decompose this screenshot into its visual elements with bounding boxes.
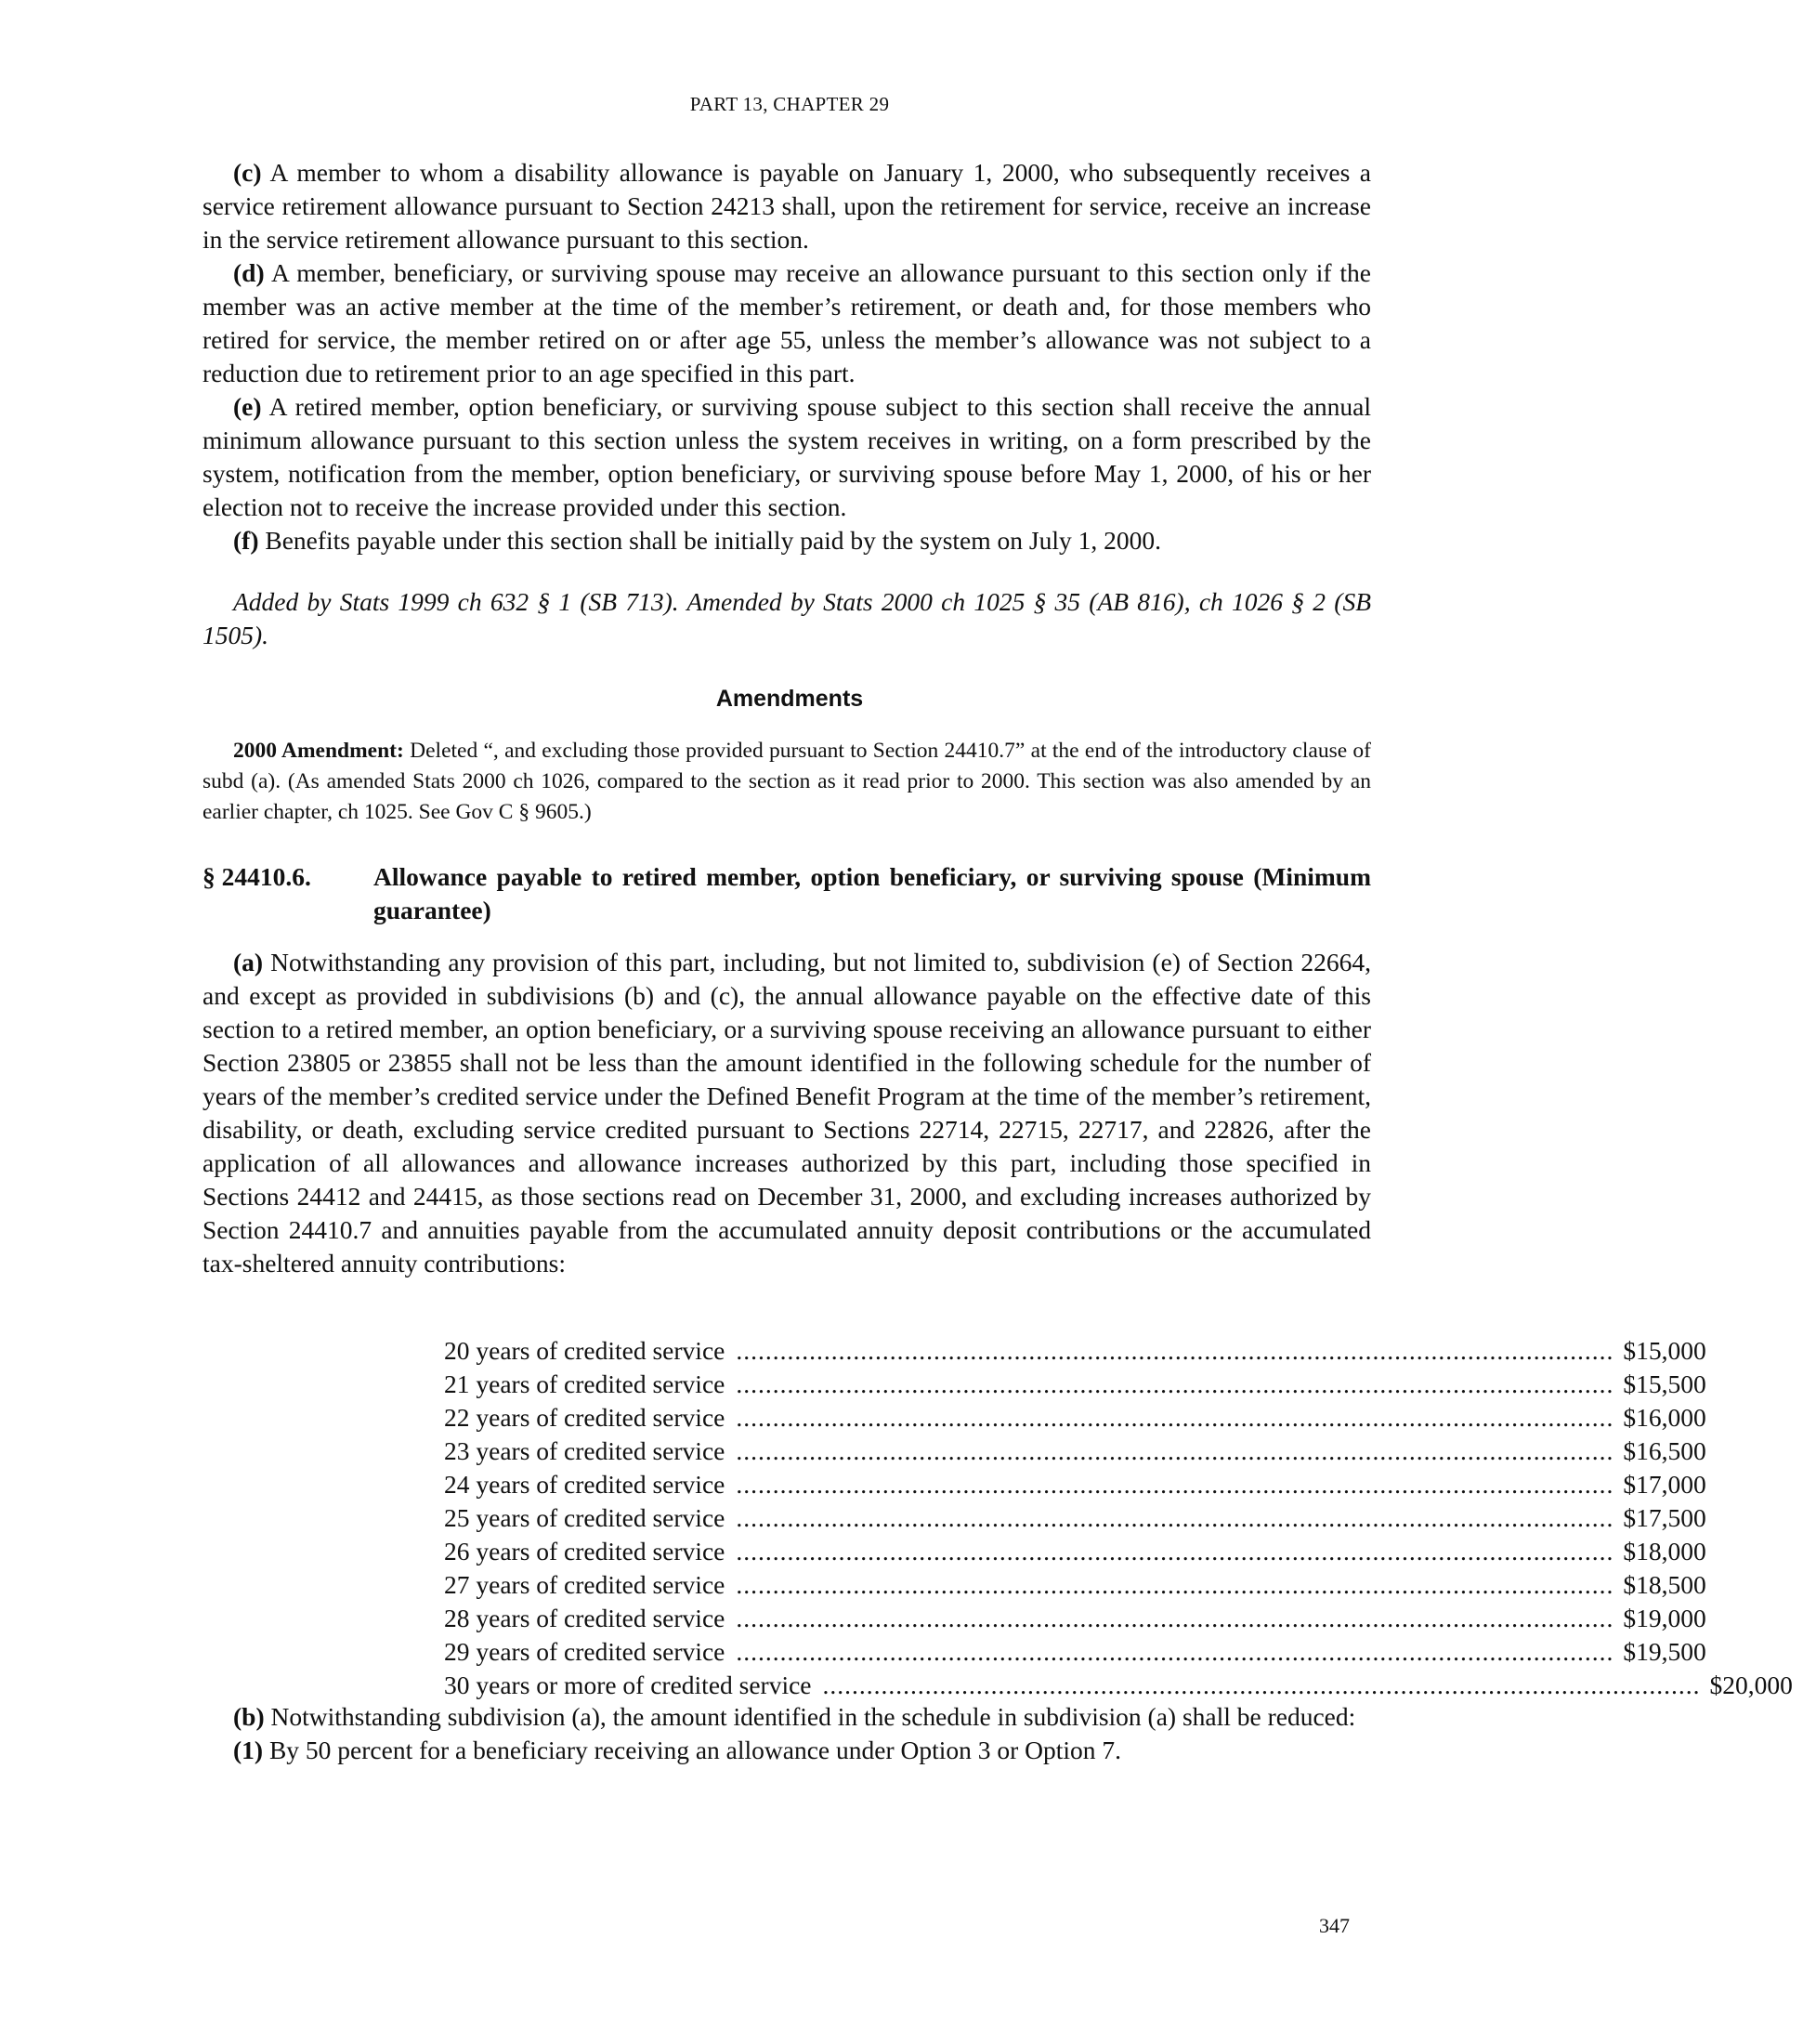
amendment-label: 2000 Amendment: [233, 739, 404, 763]
schedule-label: 27 years of credited service [444, 1570, 725, 1599]
schedule-row [444, 1669, 1793, 1702]
subdivision-a [203, 946, 1371, 1280]
subdivision-e [203, 390, 1371, 524]
schedule-label: 20 years of credited service [444, 1336, 725, 1365]
schedule-amount: $20,000 [1709, 1671, 1793, 1699]
subdivision-label: (e) [233, 392, 262, 421]
schedule-amount: $18,500 [1623, 1570, 1706, 1599]
dot-leader: ........................................................................................................................ [736, 1604, 1614, 1632]
schedule-amount: $15,000 [1623, 1336, 1706, 1365]
schedule-amount: $19,000 [1623, 1604, 1706, 1632]
subdivision-text: A retired member, option beneficiary, or surviving spouse subject to this section shall receive the annual minimum allowance pursuant to this section unless the system receives in writing, on a form prescribed by the system, notification from the member, option beneficiary, or surviving spouse before May 1, 2000, of his or her election not to receive the increase provided under this section. [203, 392, 1371, 521]
paragraph-label: (1) [233, 1736, 264, 1764]
dot-leader: ........................................................................................................................ [736, 1403, 1614, 1432]
subdivision-label: (d) [233, 258, 265, 287]
history-note: Added by Stats 1999 ch 632 § 1 (SB 713). Amended by Stats 2000 ch 1025 § 35 (AB 816), ch 1026 § 2 (SB 1505). [203, 587, 1371, 649]
schedule-label: 22 years of credited service [444, 1403, 725, 1432]
paragraph-text: By 50 percent for a beneficiary receiving an allowance under Option 3 or Option 7. [263, 1736, 1122, 1764]
subdivision-c [203, 156, 1371, 256]
schedule-amount: $18,000 [1623, 1537, 1706, 1566]
schedule-label: 26 years of credited service [444, 1537, 725, 1566]
dot-leader: ........................................................................................................................ [736, 1369, 1614, 1398]
schedule-row [444, 1435, 1706, 1468]
paragraph-1 [203, 1734, 1371, 1767]
dot-leader: ........................................................................................................................ [736, 1336, 1614, 1365]
schedule-label: 24 years of credited service [444, 1470, 725, 1499]
subdivision-list-top [203, 156, 1371, 557]
schedule-row [444, 1401, 1706, 1435]
history-note-block [203, 585, 1371, 652]
dot-leader: ........................................................................................................................ [822, 1671, 1701, 1699]
schedule-label: 21 years of credited service [444, 1369, 725, 1398]
schedule-label: 25 years of credited service [444, 1503, 725, 1532]
schedule-row [444, 1334, 1706, 1368]
schedule-label: 30 years or more of credited service [444, 1671, 812, 1699]
amendment-text: Deleted “, and excluding those provided pursuant to Section 24410.7” at the end of the introductory clause of subd (a). (As amended Stats 2000 ch 1026, compared to the section as it read prior to 2000. This section was also amended by an earlier chapter, ch 1025. See Gov C § 9605.) [203, 739, 1372, 824]
subdivision-text: A member, beneficiary, or surviving spouse may receive an allowance pursuant to this section only if the member was an active member at the time of the member’s retirement, or death and, for those members who retired for service, the member retired on or after age 55, unless the member’s allowance was not subject to a reduction due to retirement prior to an age specified in this part. [203, 258, 1371, 387]
schedule-row [444, 1368, 1706, 1401]
dot-leader: ........................................................................................................................ [736, 1537, 1614, 1566]
dot-leader: ........................................................................................................................ [736, 1570, 1614, 1599]
dot-leader: ........................................................................................................................ [736, 1470, 1614, 1499]
amendments-heading: Amendments [715, 686, 864, 712]
schedule-label: 23 years of credited service [444, 1436, 725, 1465]
schedule-row [444, 1535, 1706, 1568]
section-title: Allowance payable to retired member, option beneficiary, or surviving spouse (Minimum guarantee) [373, 862, 1371, 924]
subdivision-f [203, 524, 1371, 557]
allowance-schedule [444, 1334, 1793, 1702]
subdivision-text: A member to whom a disability allowance is payable on January 1, 2000, who subsequently receives a service retirement allowance pursuant to Section 24213 shall, upon the retirement for service, receive an increase in the service retirement allowance pursuant to this section. [203, 158, 1371, 254]
subdivision-label: (f) [233, 526, 259, 555]
page-number: 347 [1319, 1914, 1350, 1937]
subdivision-text: Notwithstanding any provision of this part, including, but not limited to, subdivision (e) of Section 22664, and except as provided in subdivisions (b) and (c), the annual allowance payable on the effective date of this section to a retired member, an option beneficiary, or a surviving spouse receiving an allowance pursuant to either Section 23805 or 23855 shall not be less than the amount identified in the following schedule for the number of years of the member’s credited service under the Defined Benefit Program at the time of the member’s retirement, disability, or death, excluding service credited pursuant to Sections 22714, 22715, 22717, and 22826, after the application of all allowances and allowance increases authorized by this part, including those specified in Sections 24412 and 24415, as those sections read on December 31, 2000, and excluding increases authorized by Section 24410.7 and annuities payable from the accumulated annuity deposit contributions or the accumulated tax-sheltered annuity contributions: [203, 948, 1371, 1278]
schedule-label: 29 years of credited service [444, 1637, 725, 1666]
schedule-amount: $17,500 [1623, 1503, 1706, 1532]
subdivision-label: (c) [233, 158, 262, 187]
subdivision-text: Benefits payable under this section shall be initially paid by the system on July 1, 2000. [258, 526, 1161, 555]
subdivision-a-block [203, 946, 1371, 1280]
amendment-note [203, 736, 1371, 828]
schedule-amount: $16,000 [1623, 1403, 1706, 1432]
schedule-row [444, 1501, 1706, 1535]
subdivision-label: (b) [233, 1702, 265, 1731]
subdivision-text: Notwithstanding subdivision (a), the amount identified in the schedule in subdivision (a) shall be reduced: [264, 1702, 1356, 1731]
running-head: PART 13, CHAPTER 29 [689, 93, 890, 115]
schedule-amount: $19,500 [1623, 1637, 1706, 1666]
subdivision-d [203, 256, 1371, 390]
schedule-row [444, 1568, 1706, 1602]
dot-leader: ........................................................................................................................ [736, 1436, 1614, 1465]
schedule-amount: $17,000 [1623, 1470, 1706, 1499]
schedule-row [444, 1602, 1706, 1635]
subdivision-b [203, 1700, 1371, 1734]
section-number: § 24410.6. [203, 862, 311, 891]
dot-leader: ........................................................................................................................ [736, 1503, 1614, 1532]
schedule-amount: $15,500 [1623, 1369, 1706, 1398]
schedule-label: 28 years of credited service [444, 1604, 725, 1632]
schedule-row [444, 1635, 1706, 1669]
dot-leader: ........................................................................................................................ [736, 1637, 1614, 1666]
schedule-amount: $16,500 [1623, 1436, 1706, 1465]
section-heading [203, 860, 1371, 927]
subdivision-label: (a) [233, 948, 264, 976]
subdivision-list-bottom [203, 1700, 1371, 1767]
schedule-row [444, 1468, 1706, 1501]
